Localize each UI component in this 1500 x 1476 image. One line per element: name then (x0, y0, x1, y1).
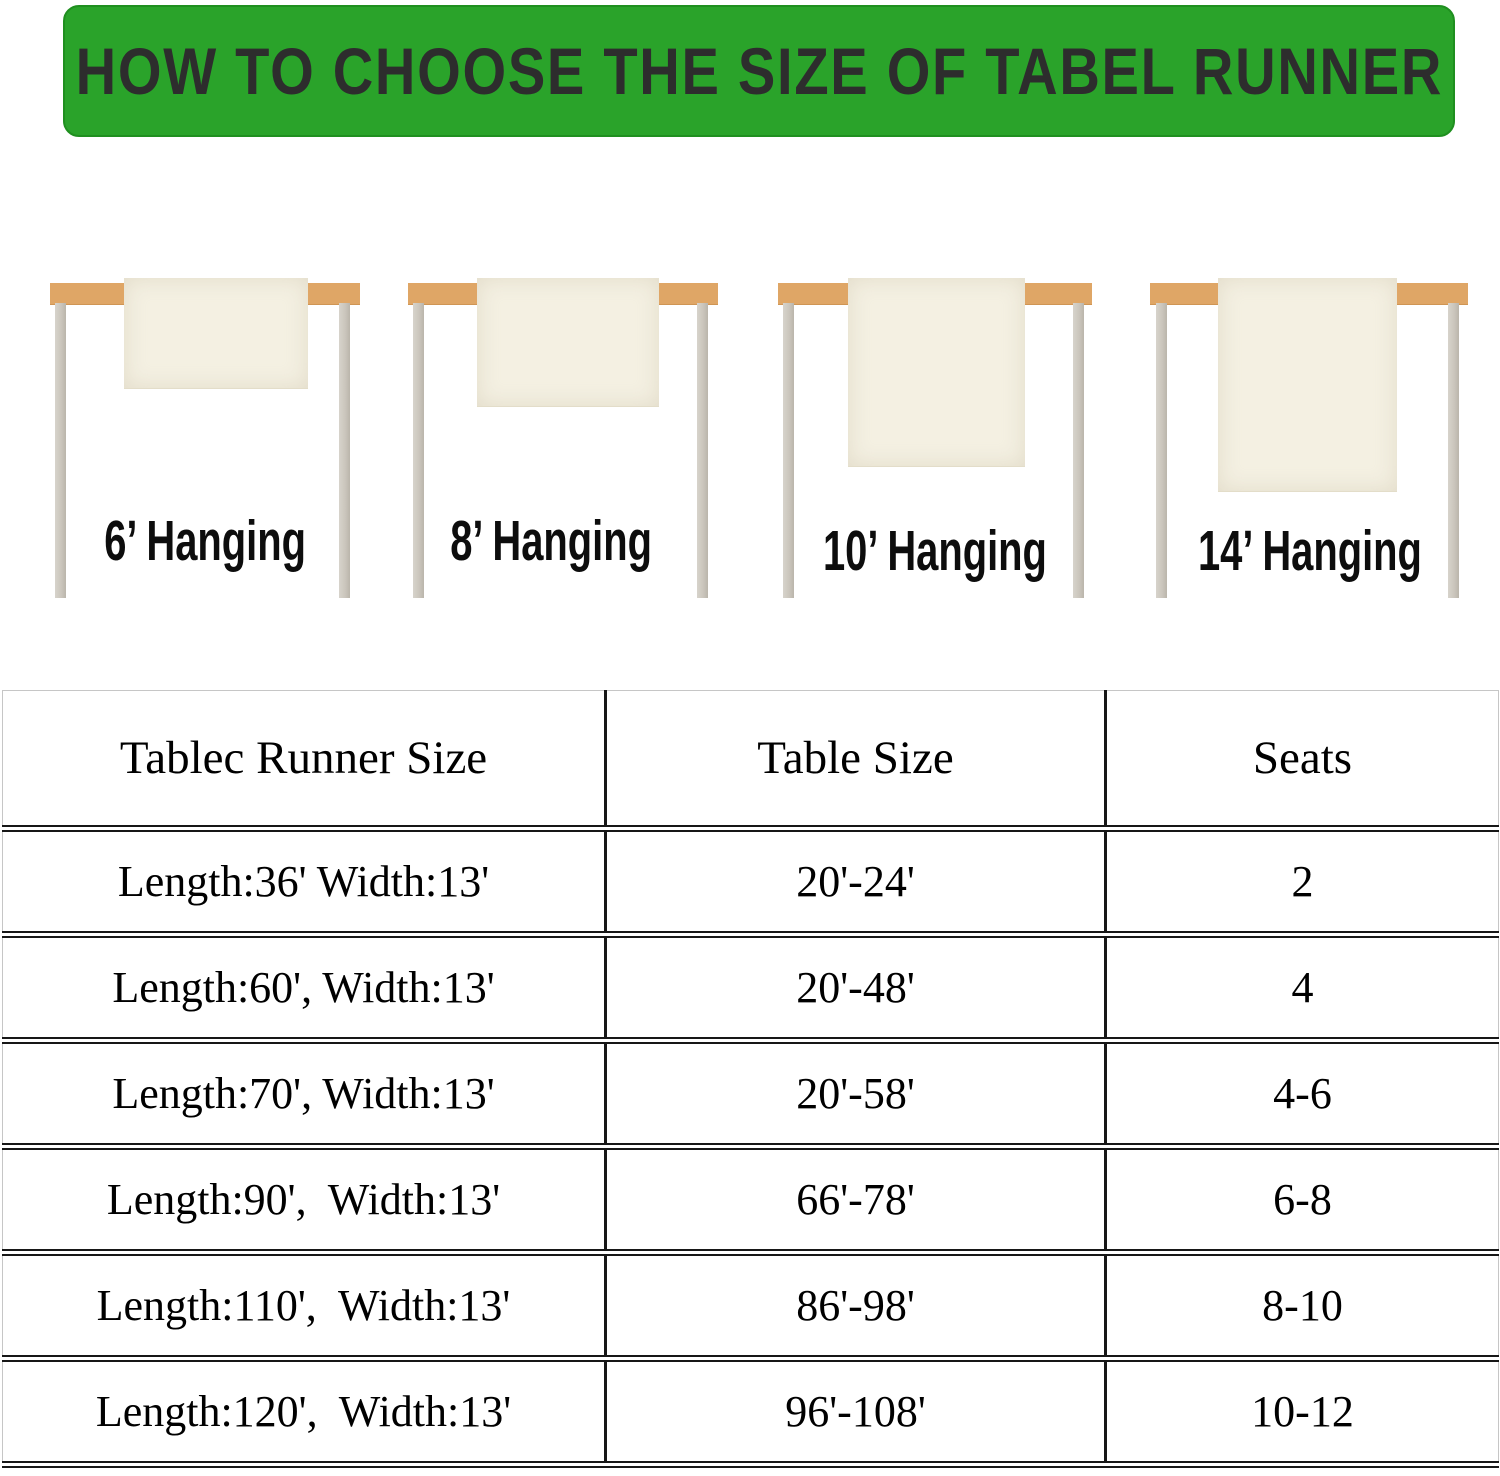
table-size-cell: 66'-78' (606, 1147, 1106, 1253)
seats-cell: 2 (1106, 829, 1499, 935)
runner-size-cell: Length:36' Width:13' (3, 829, 606, 935)
table-row (3, 1253, 1499, 1359)
table-size-cell: 20'-24' (606, 829, 1106, 935)
hanging-label-text: 14’ Hanging (1198, 519, 1422, 583)
table-size-cell: 86'-98' (606, 1253, 1106, 1359)
table-runner (124, 278, 308, 389)
column-header-runner-size: Tablec Runner Size (3, 691, 606, 829)
table-size-cell: 96'-108' (606, 1359, 1106, 1465)
table-row (3, 1041, 1499, 1147)
page-title: HOW TO CHOOSE THE SIZE OF TABEL RUNNER (75, 34, 1443, 108)
runner-size-cell: Length:120', Width:13' (3, 1359, 606, 1465)
runner-size-cell: Length:70', Width:13' (3, 1041, 606, 1147)
table-row (3, 829, 1499, 935)
table-size-cell: 20'-58' (606, 1041, 1106, 1147)
table-runner (477, 278, 659, 407)
hanging-label-10ft (715, 518, 1155, 584)
seats-cell: 4-6 (1106, 1041, 1499, 1147)
seats-cell: 6-8 (1106, 1147, 1499, 1253)
column-header-seats: Seats (1106, 691, 1499, 829)
table-runner (1218, 278, 1397, 492)
hanging-label-text: 6’ Hanging (104, 509, 306, 573)
table-row (3, 1147, 1499, 1253)
runner-size-cell: Length:90', Width:13' (3, 1147, 606, 1253)
hanging-illustrations (0, 0, 1500, 690)
runner-size-cell: Length:110', Width:13' (3, 1253, 606, 1359)
hanging-label-14ft (1090, 518, 1500, 584)
size-chart-table (2, 690, 1499, 1468)
table-runner (848, 278, 1025, 467)
seats-cell: 4 (1106, 935, 1499, 1041)
hanging-label-text: 8’ Hanging (450, 509, 652, 573)
table-row (3, 1359, 1499, 1465)
column-header-table-size: Table Size (606, 691, 1106, 829)
seats-cell: 10-12 (1106, 1359, 1499, 1465)
seats-cell: 8-10 (1106, 1253, 1499, 1359)
header-row (3, 691, 1499, 829)
table-row (3, 935, 1499, 1041)
runner-size-cell: Length:60', Width:13' (3, 935, 606, 1041)
table-size-cell: 20'-48' (606, 935, 1106, 1041)
hanging-label-8ft (331, 508, 771, 574)
hanging-label-text: 10’ Hanging (823, 519, 1047, 583)
